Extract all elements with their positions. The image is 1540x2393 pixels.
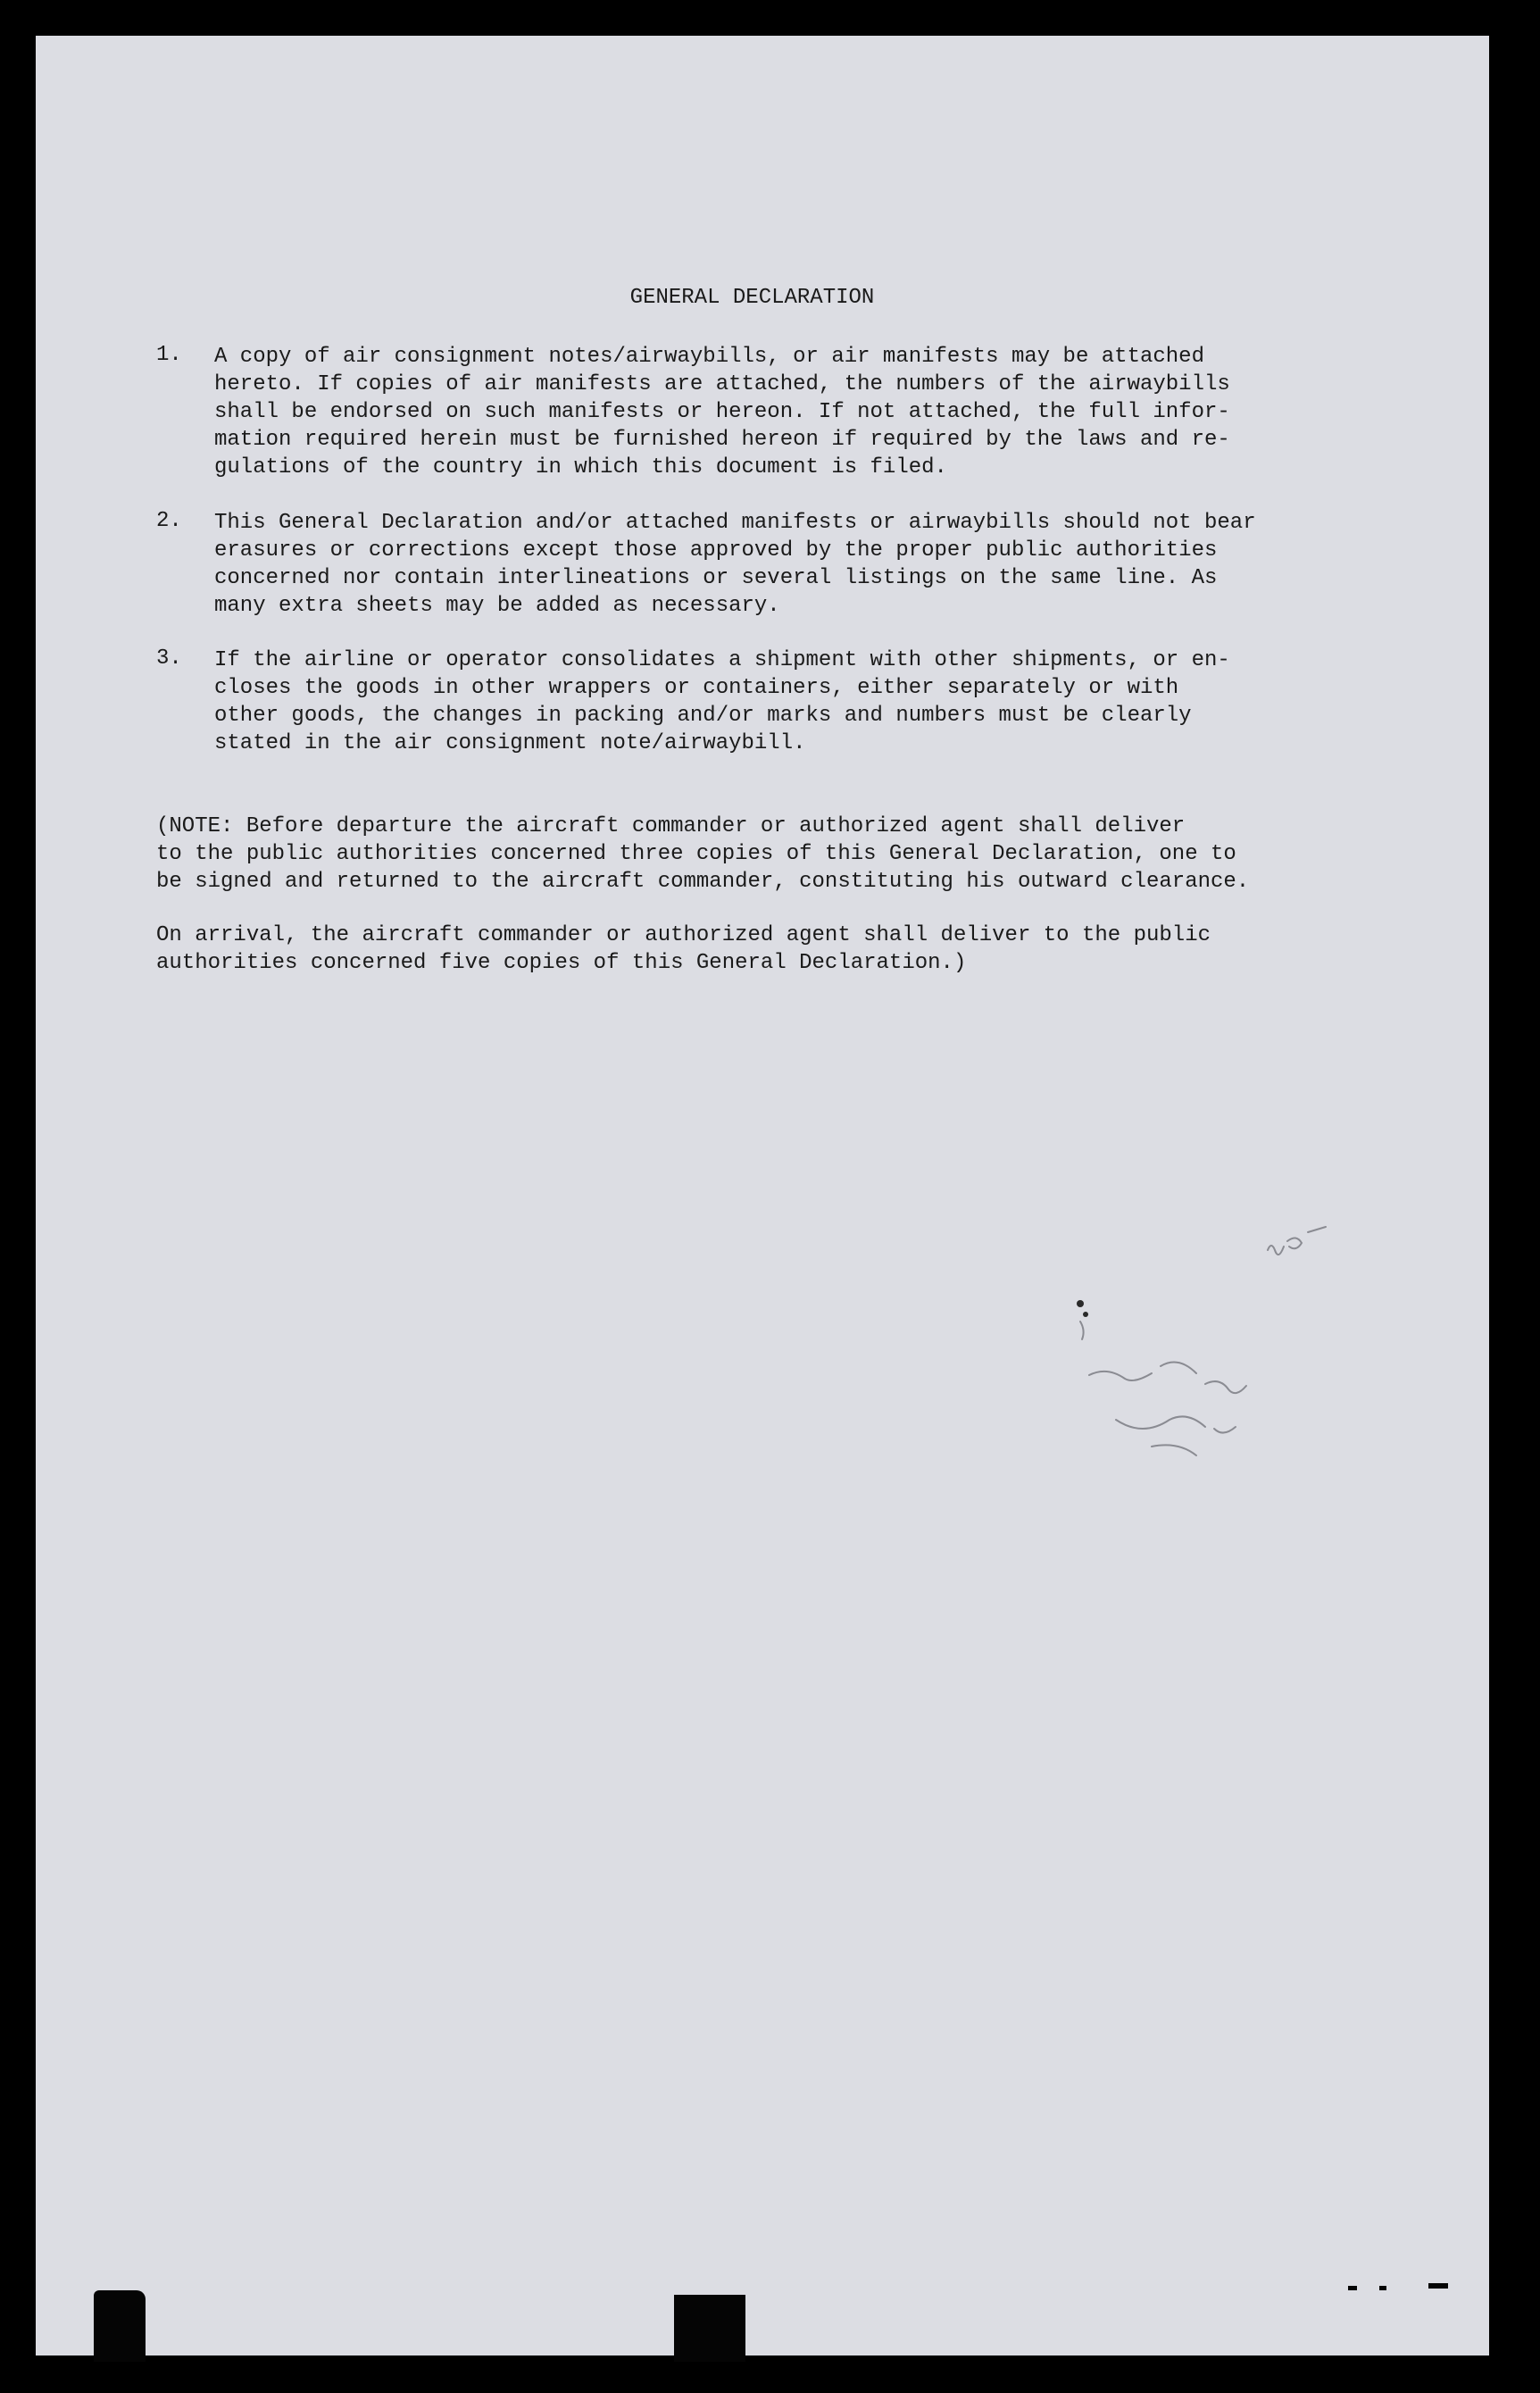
item-3-line: closes the goods in other wrappers or containers, either separately or with: [214, 676, 1179, 700]
document-title: GENERAL DECLARATION: [629, 286, 875, 310]
item-1-line: gulations of the country in which this document is filed.: [214, 455, 947, 479]
note-line: to the public authorities concerned three copies of this General Declaration, one to: [156, 842, 1236, 866]
item-2-line: concerned nor contain interlineations or several listings on the same line. As: [214, 566, 1218, 590]
item-1-line: hereto. If copies of air manifests are attached, the numbers of the airwaybills: [214, 372, 1230, 396]
ink-blot-icon: [674, 2295, 745, 2362]
note-line: (NOTE: Before departure the aircraft commander or authorized agent shall deliver: [156, 814, 1186, 838]
item-3-line: stated in the air consignment note/airwaybill.: [214, 731, 806, 755]
pencil-scribble-icon: [1053, 1214, 1339, 1518]
ink-speck-icon: [1379, 2286, 1386, 2290]
item-3-line: other goods, the changes in packing and/or marks and numbers must be clearly: [214, 704, 1192, 728]
item-1-line: mation required herein must be furnished hereon if required by the laws and re-: [214, 428, 1230, 452]
item-3-line: If the airline or operator consolidates a shipment with other shipments, or en-: [214, 648, 1230, 672]
arrival-paragraph: [156, 921, 1348, 977]
note-paragraph: [156, 813, 1348, 896]
arrival-line: authorities concerned five copies of this General Declaration.): [156, 951, 967, 975]
item-2-line: This General Declaration and/or attached manifests or airwaybills should not bear: [214, 511, 1256, 535]
item-number-3: 3.: [156, 646, 182, 671]
item-body-2: [214, 509, 1348, 620]
arrival-line: On arrival, the aircraft commander or authorized agent shall deliver to the public: [156, 923, 1211, 947]
note-line: be signed and returned to the aircraft commander, constituting his outward clearance.: [156, 870, 1250, 894]
item-body-1: [214, 343, 1348, 481]
item-1-line: shall be endorsed on such manifests or hereon. If not attached, the full infor-: [214, 400, 1230, 424]
ink-speck-icon: [1428, 2283, 1448, 2289]
item-body-3: [214, 646, 1348, 757]
item-2-line: many extra sheets may be added as necessary.: [214, 594, 780, 618]
item-number-1: 1.: [156, 343, 182, 367]
ink-blot-icon: [94, 2290, 146, 2362]
ink-speck-icon: [1348, 2286, 1357, 2290]
item-number-2: 2.: [156, 509, 182, 533]
item-1-line: A copy of air consignment notes/airwaybills, or air manifests may be attached: [214, 345, 1204, 369]
item-2-line: erasures or corrections except those approved by the proper public authorities: [214, 538, 1218, 563]
